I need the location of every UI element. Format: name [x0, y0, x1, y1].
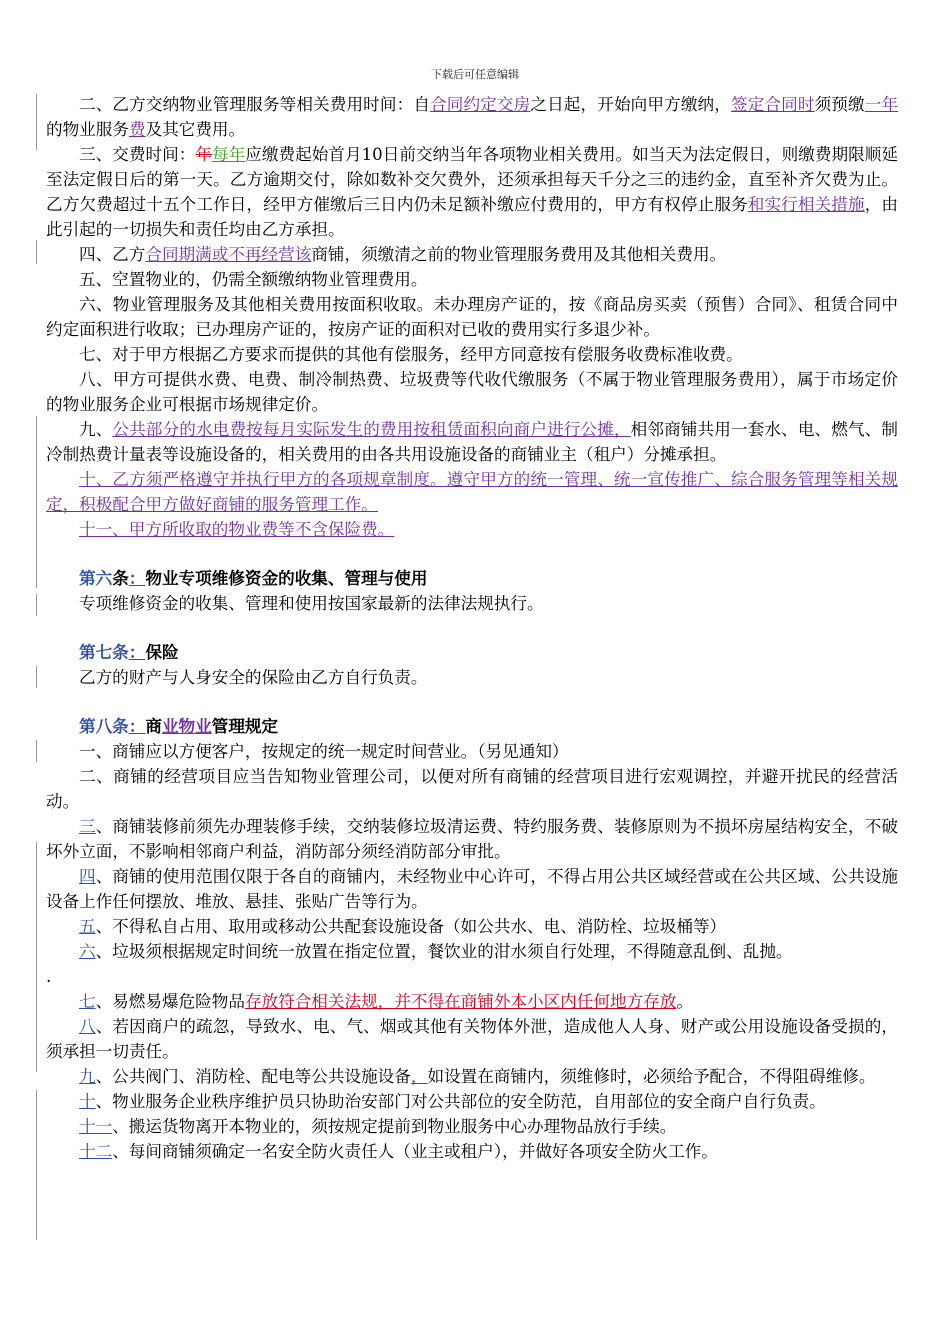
article-8-item-3: 三、商铺装修前须先办理装修手续，交纳装修垃圾清运费、特约服务费、装修原则为不损坏房屋结构安全，不破坏外立面，不影响相邻商户利益，消防部分须经消防部分审批。 [46, 817, 898, 861]
spacer [46, 616, 898, 640]
tracked-insertion: 和实行相关措施 [747, 195, 865, 214]
spacer [46, 542, 898, 566]
article-6-heading: 第六条：物业专项维修资金的收集、管理与使用 [79, 568, 428, 588]
article-8-item-9: 九、公共阀门、消防栓、配电等公共设施设备，如设置在商铺内，须维修时，必须给予配合，不得阻碍维修。 [79, 1067, 876, 1086]
article-8-item-5: 五、不得私自占用、取用或移动公共配套设施设备（如公共水、电、消防栓、垃圾桶等） [79, 917, 727, 936]
tracked-deletion: 年 [195, 145, 212, 164]
paid-service-paragraph: 七、对于甲方根据乙方要求而提供的其他有偿服务，经甲方同意按有偿服务收费标准收费。 [79, 345, 743, 364]
spacer [46, 690, 898, 714]
article-8-item-10: 十、物业服务企业秩序维护员只协助治安部门对公共部位的安全防范，自用部位的安全商户自行负责。 [79, 1092, 826, 1111]
article-6-body: 专项维修资金的收集、管理和使用按国家最新的法律法规执行。 [79, 594, 544, 613]
tracked-insertion: 一年 [864, 95, 899, 114]
tracked-insertion: 公共部分的水电费按每月实际发生的费用按租赁面积向商户进行公摊， [112, 420, 631, 439]
change-bar [36, 594, 37, 616]
tracked-insertion: 每年 [211, 145, 246, 164]
article-8-item-2: 二、商铺的经营项目应当告知物业管理公司，以便对所有商铺的经营项目进行宏观调控，并避开扰民的经营活动。 [46, 767, 898, 811]
document-body [46, 92, 898, 1164]
article-8-item-1: 一、商铺应以方便客户，按规定的统一规定时间营业。（另见通知） [79, 742, 569, 761]
change-bar [36, 1090, 37, 1240]
article-7-body: 乙方的财产与人身安全的保险由乙方自行负责。 [79, 668, 428, 687]
tracked-insertion: 费 [128, 120, 146, 139]
article-8-heading: 第八条：商业物业管理规定 [79, 716, 279, 736]
insurance-exclusion-paragraph: 十一、甲方所收取的物业费等不含保险费。 [79, 520, 395, 539]
area-charge-paragraph: 六、物业管理服务及其他相关费用按面积收取。未办理房产证的，按《商品房买卖（预售）合同》、租赁合同中约定面积进行收取；已办理房产证的，按房产证的面积对已收的费用实行多退少补。 [46, 295, 898, 339]
page-header-note: 下载后可任意编辑 [431, 68, 519, 81]
contract-end-paragraph: 四、乙方合同期满或不再经营该商铺，须缴清之前的物业管理服务费用及其他相关费用。 [79, 245, 727, 264]
shared-utility-paragraph: 九、公共部分的水电费按每月实际发生的费用按租赁面积向商户进行公摊，相邻商铺共用一套水、电、燃气、制冷制热费计量表等设施设备的，相关费用的由各共用设施设备的商铺业主（租户）分摊承担。 [46, 420, 899, 464]
change-bar [36, 740, 37, 762]
stray-dot: . [46, 967, 52, 986]
change-bar [36, 94, 37, 150]
article-8-item-12: 十二、每间商铺须确定一名安全防火责任人（业主或租户），并做好各项安全防火工作。 [79, 1142, 718, 1161]
change-bar [36, 666, 37, 688]
article-8-item-8: 八、若因商户的疏忽，导致水、电、气、烟或其他有关物体外泄，造成他人人身、财产或公用设施设备受损的，须承担一切责任。 [46, 1017, 898, 1061]
article-8-item-4: 四、商铺的使用范围仅限于各自的商铺内，未经物业中心许可，不得占用公共区域经营或在公共区域、公共设施设备上作任何摆放、堆放、悬挂、张贴广告等行为。 [46, 867, 898, 911]
article-8-item-7: 七、易燃易爆危险物品存放符合相关法规，并不得在商铺外本小区内任何地方存放。 [79, 992, 693, 1011]
tracked-insertion: 合同约定交房 [430, 95, 531, 114]
article-8-item-6: 六、垃圾须根据规定时间统一放置在指定位置，餐饮业的泔水须自行处理，不得随意乱倒、乱抛。 [79, 942, 793, 961]
change-bar [36, 416, 37, 492]
payment-time-paragraph: 三、交费时间：年每年应缴费起始首月10日前交纳当年各项物业相关费用。如当天为法定假日，则缴费期限顺延至法定假日后的第一天。乙方逾期交付，除如数补交欠费外，还须承担每天千分之三的违约金，直至补齐欠费为止。乙方欠费超过十五个工作日，经甲方催缴后三日内仍未足额补缴应付费用的，甲方有权停止服务和实行相关措施，由此引起的一切损失和责任均由乙方承担。 [46, 145, 899, 239]
tracked-insertion: 合同期满或不再经营该 [145, 245, 312, 264]
change-bar [36, 842, 37, 1072]
rules-compliance-paragraph: 十、乙方须严格遵守并执行甲方的各项规章制度。遵守甲方的统一管理、统一宣传推广、综合服务管理等相关规定，积极配合甲方做好商铺的服务管理工作。 [46, 470, 898, 514]
collection-service-paragraph: 八、甲方可提供水费、电费、制冷制热费、垃圾费等代收代缴服务（不属于物业管理服务费用），属于市场定价的物业服务企业可根据市场规律定价。 [46, 370, 898, 414]
vacant-property-paragraph: 五、空置物业的，仍需全额缴纳物业管理费用。 [79, 270, 428, 289]
fee-time-paragraph: 二、乙方交纳物业管理服务等相关费用时间：自合同约定交房之日起，开始向甲方缴纳，签定合同时须预缴一年的物业服务费及其它费用。 [46, 95, 899, 139]
change-bar [36, 240, 37, 264]
article-8-item-11: 十一、搬运货物离开本物业的，须按规定提前到物业服务中心办理物品放行手续。 [79, 1117, 677, 1136]
change-bar [36, 492, 37, 588]
tracked-insertion: 存放符合相关法规，并不得在商铺外本小区内任何地方存放 [244, 992, 677, 1011]
tracked-insertion: 签定合同时 [730, 95, 815, 114]
article-7-heading: 第七条：保险 [79, 642, 179, 662]
